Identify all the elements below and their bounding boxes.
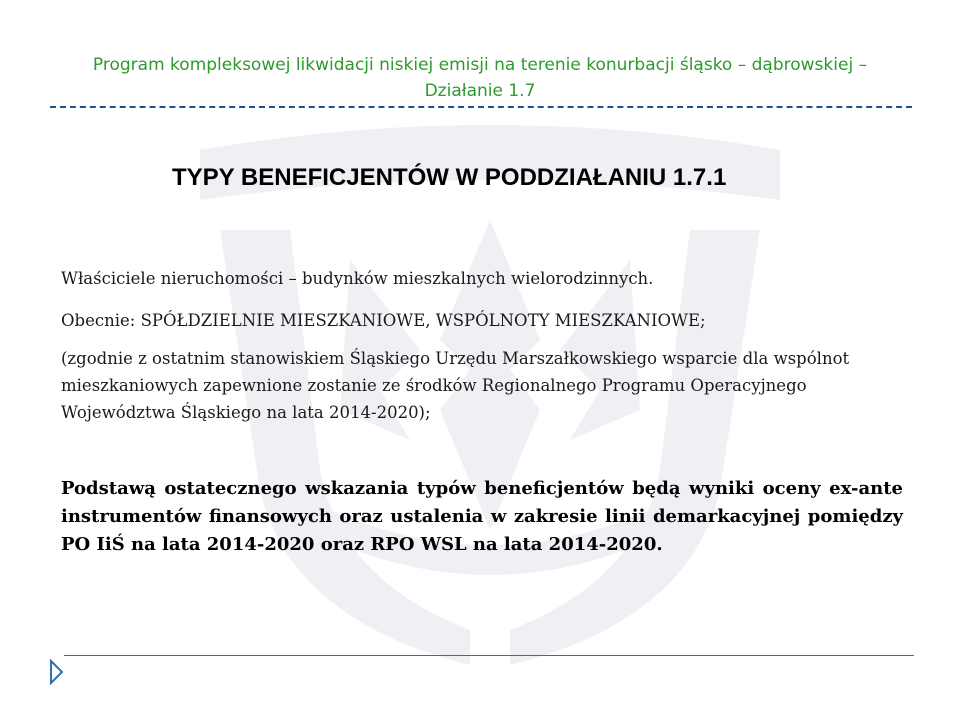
slide-navigation: [44, 650, 914, 690]
paragraph-owners: Właściciele nieruchomości – budynków mieszkalnych wielorodzinnych.: [61, 269, 654, 288]
next-slide-icon[interactable]: [48, 659, 64, 685]
header-divider: [50, 106, 912, 108]
paragraph-basis: Podstawą ostatecznego wskazania typów beneficjentów będą wyniki oceny ex-ante instrumentów finansowych oraz ustalenia w zakresie linii demarkacyjnej pomiędzy PO IiŚ na lata 2014-2020 oraz RPO WSL na lata 2014-2020.: [61, 478, 903, 555]
paragraph-currently: Obecnie: SPÓŁDZIELNIE MIESZKANIOWE, WSPÓLNOTY MIESZKANIOWE;: [61, 311, 706, 330]
header-measure-label: Działanie 1.7: [424, 81, 536, 101]
header-program-title: Program kompleksowej likwidacji niskiej emisji na terenie konurbacji śląsko – dąbrowskiej –: [92, 55, 868, 75]
page-title: TYPY BENEFICJENTÓW W PODDZIAŁANIU 1.7.1: [172, 164, 727, 191]
nav-divider: [64, 655, 914, 656]
paragraph-note: (zgodnie z ostatnim stanowiskiem Śląskiego Urzędu Marszałkowskiego wsparcie dla wspólnot mieszkaniowych zapewnione zostanie ze środków Regionalnego Programu Operacyjnego Województwa Śląskiego na lata 2014-2020);: [61, 349, 850, 422]
